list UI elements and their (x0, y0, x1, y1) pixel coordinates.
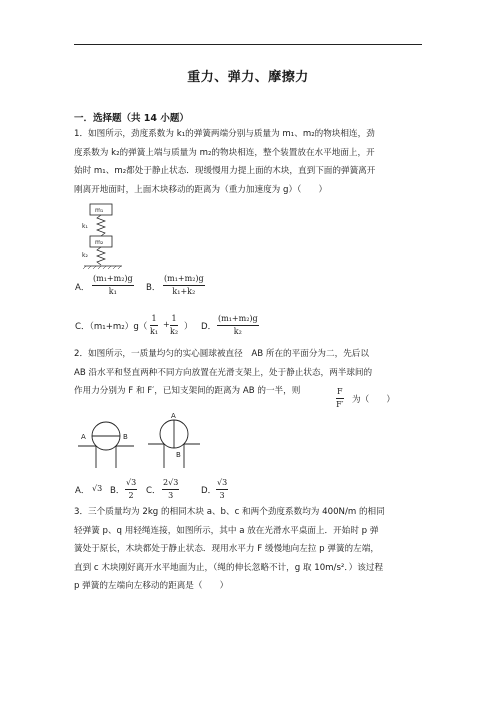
q2-option-b-den: 2 (128, 491, 134, 500)
q2-option-a-value: √3 (92, 484, 103, 493)
q1-option-c-fraction-2 (170, 313, 178, 338)
q1-line-4: 刚离开地面时，上面木块移动的距离为（重力加速度为 g）（ ） (74, 184, 328, 195)
support-right (116, 446, 134, 468)
q1-option-a-label: A． (75, 283, 90, 293)
section-heading: 一．选择题（共 14 小题） (74, 113, 189, 124)
support-left (78, 446, 96, 468)
spring-k2 (97, 247, 105, 265)
q3-text (74, 503, 424, 596)
spring-k1-label: k₁ (82, 223, 88, 230)
spring-k1 (97, 215, 105, 236)
ground-hatch (83, 266, 121, 269)
q1-option-a-den: k₁ (108, 287, 117, 296)
q1-option-b-label: B． (146, 283, 161, 293)
q2-option-b-fraction (125, 477, 137, 502)
q3-line-5: p 弹簧的左端向左移动的距离是（ ） (74, 581, 229, 591)
q1-line-3: 始时 m₁、m₂都处于静止状态．现缓慢用力提上面的木块，直到下面的弹簧离开 (74, 166, 376, 176)
q2-line-1: 2．如图所示，一质量均匀的实心圆球被直径 AB 所在的平面分为二，先后以 (74, 349, 369, 359)
block-m1-label: m₁ (95, 207, 104, 214)
label-b-bottom: B (176, 451, 181, 459)
q1-option-c-f2-num: 1 (170, 313, 178, 326)
q2-option-a-label: A． (75, 486, 90, 496)
q1-option-d-label: D． (201, 322, 217, 332)
q2-hemisphere-figure (74, 412, 204, 470)
q1-option-b-num: (m₁+m₂)g (163, 273, 205, 286)
label-a-top: A (171, 412, 176, 420)
support-left-2 (148, 444, 164, 468)
q1-spring-figure (80, 202, 130, 270)
q1-line-1: 1．如图所示，劲度系数为 k₁的弹簧两端分别与质量为 m₁、m₂的物块相连，劲 (74, 129, 375, 139)
q1-option-c-f1-den: k₁ (150, 327, 159, 336)
q1-option-c-label: C．（m₁+m₂）g（ (75, 322, 148, 332)
q1-option-d-fraction (217, 313, 259, 338)
q3-line-2: 轻弹簧 p、q 用轻绳连接，如图所示，其中 a 放在光滑水平桌面上．开始时 p 弹 (74, 525, 379, 536)
q2-option-d-fraction (216, 477, 228, 502)
q2-option-d-den: 3 (219, 491, 225, 500)
q2-option-c-label: C． (146, 486, 161, 496)
q2-ratio-num: F (336, 386, 344, 399)
q2-option-c-num: 2√3 (162, 477, 179, 490)
q1-option-b-den: k₁+k₂ (172, 287, 196, 296)
q2-ratio-fraction (336, 386, 344, 411)
label-b-left: B (123, 433, 128, 441)
page-title: 重力、弹力、摩擦力 (187, 70, 309, 85)
q2-option-d-num: √3 (216, 477, 228, 490)
q3-line-4: 直到 c 木块刚好离开水平地面为止，（绳的伸长忽略不计，g 取 10m/s²．）该过程 (74, 562, 384, 573)
q1-option-c-f1-num: 1 (150, 313, 158, 326)
spring-k2-label: k₂ (82, 252, 88, 259)
q2-option-d-label: D． (201, 486, 217, 496)
q1-option-c-fraction-1 (150, 313, 158, 338)
q2-option-c-fraction (162, 477, 179, 502)
q2-ratio-den: F′ (336, 400, 344, 409)
q1-option-c-f2-den: k₂ (170, 327, 179, 336)
q1-text (74, 125, 424, 199)
q2-option-b-num: √3 (125, 477, 137, 490)
q2-line-3: 作用力分别为 F 和 F′，已知支架间的距离为 AB 的一半，则 (74, 386, 301, 396)
q1-option-d-num: (m₁+m₂)g (217, 313, 259, 326)
q3-line-3: 簧处于原长，木块都处于静止状态．现用水平力 F 缓慢地向左拉 p 弹簧的左端， (74, 544, 379, 554)
q2-option-b-label: B． (110, 486, 125, 496)
q1-option-a-fraction (92, 273, 134, 298)
q2-line-2: AB 沿水平和竖直两种不同方向放置在光滑支架上，处于静止状态，两半球间的 (74, 367, 373, 378)
support-right-2 (184, 444, 200, 468)
q1-option-c-plus: + (163, 320, 170, 329)
q3-line-1: 3．三个质量均为 2kg 的相同木块 a、b、c 和两个劲度系数均为 400N/m 的相同 (74, 507, 385, 517)
q2-option-c-den: 3 (168, 491, 174, 500)
label-a-left: A (81, 433, 86, 441)
q1-option-a-num: (m₁+m₂)g (92, 273, 134, 286)
block-m2-label: m₂ (95, 239, 104, 246)
q1-option-c-close: ） (184, 322, 193, 332)
q1-option-b-fraction (163, 273, 205, 298)
q1-option-d-den: k₂ (233, 327, 242, 336)
q2-ratio-tail: 为（ ） (352, 395, 395, 405)
header-rule (74, 44, 422, 45)
q1-line-2: 度系数为 k₂的弹簧上端与质量为 m₂的物块相连，整个装置放在水平地面上，开 (74, 147, 375, 158)
